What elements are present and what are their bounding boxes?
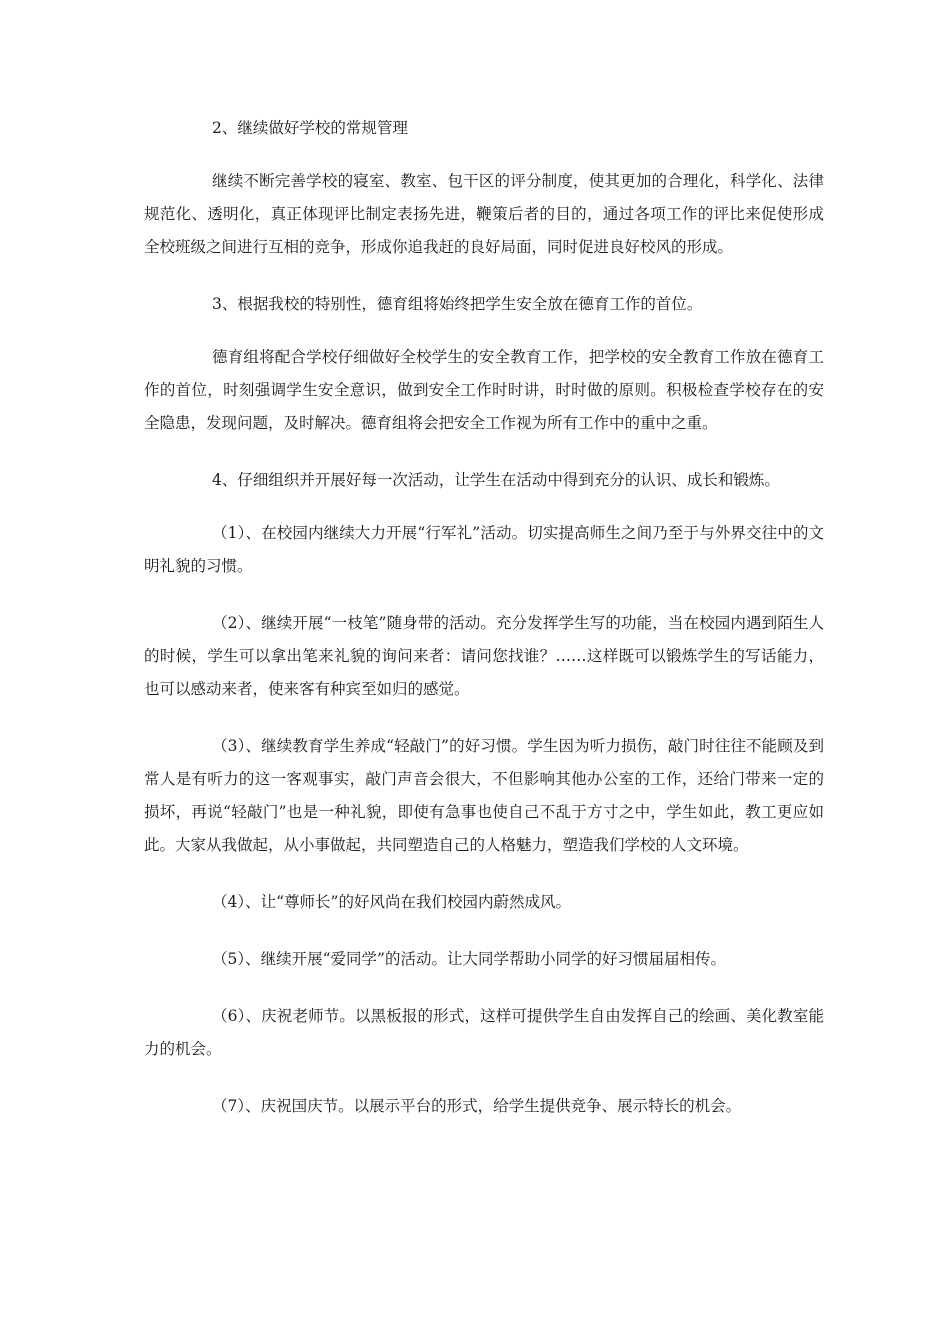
list-item-7: （7）、庆祝国庆节。以展示平台的形式，给学生提供竞争、展示特长的机会。	[212, 1097, 742, 1115]
list-item-1: （1）、在校园内继续大力开展“行军礼”活动。切实提高师生之间乃至于与外界交往中的文明礼貌的习惯。	[144, 524, 824, 575]
list-item-5: （5）、继续开展“爱同学”的活动。让大同学帮助小同学的好习惯届届相传。	[212, 950, 726, 968]
section-heading-4: 4、仔细组织并开展好每一次活动，让学生在活动中得到充分的认识、成长和锻炼。	[212, 471, 780, 489]
list-item-3: （3）、继续教育学生养成“轻敲门”的好习惯。学生因为听力损伤，敲门时往往不能顾及到常人是有听力的这一客观事实，敲门声音会很大，不但影响其他办公室的工作，还给门带来一定的损坏，再说“轻敲门”也是一种礼貌，即使有急事也使自己不乱于方寸之中，学生如此，教工更应如此。大家从我做起，从小事做起，共同塑造自己的人格魅力，塑造我们学校的人文环境。	[144, 737, 824, 854]
list-item-2: （2）、继续开展“一枝笔”随身带的活动。充分发挥学生写的功能，当在校园内遇到陌生人的时候，学生可以拿出笔来礼貌的询问来者：请问您找谁？……这样既可以锻炼学生的写话能力，也可以感动来者，使来客有种宾至如归的感觉。	[144, 614, 824, 698]
document-body	[144, 112, 824, 1147]
section-heading-3: 3、根据我校的特别性，德育组将始终把学生安全放在德育工作的首位。	[212, 295, 703, 313]
section-heading-2: 2、继续做好学校的常规管理	[212, 119, 408, 137]
list-item-6: （6）、庆祝老师节。以黑板报的形式，这样可提供学生自由发挥自己的绘画、美化教室能力的机会。	[144, 1007, 824, 1058]
paragraph-routine-management: 继续不断完善学校的寝室、教室、包干区的评分制度，使其更加的合理化，科学化、法律规范化、透明化，真正体现评比制定表扬先进，鞭策后者的目的，通过各项工作的评比来促使形成全校班级之间进行互相的竞争，形成你追我赶的良好局面，同时促进良好校风的形成。	[144, 172, 824, 256]
list-item-4: （4）、让“尊师长”的好风尚在我们校园内蔚然成风。	[212, 893, 571, 911]
paragraph-safety-education: 德育组将配合学校仔细做好全校学生的安全教育工作，把学校的安全教育工作放在德育工作的首位，时刻强调学生安全意识，做到安全工作时时讲，时时做的原则。积极检查学校存在的安全隐患，发现问题，及时解决。德育组将会把安全工作视为所有工作中的重中之重。	[144, 348, 824, 432]
